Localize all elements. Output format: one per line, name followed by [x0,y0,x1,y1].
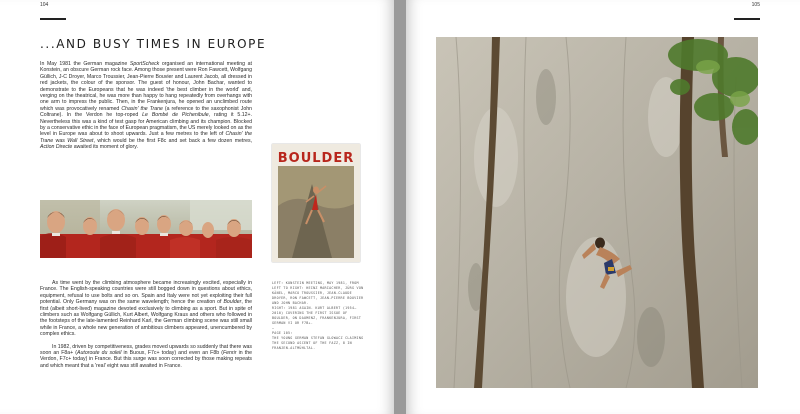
text-run: was [53,137,68,144]
caption-right-photo: RIGHT: 1981 AGAIN. KURT ALBERT (1954–2010) COVERING THE FIRST ISSUE OF BOULDER, ON DAUMENZ, FRANKENJURA, FIRST GERMAN VI OR F7B+. [272,306,362,325]
group-photo [40,200,252,258]
caption-left-photo: LEFT: KONSTEIN MEETING, MAY 1981, FROM LEFT TO RIGHT: HEINZ MARIACHER, JÜRG VON KÄNEL, MARCO TROUSSIER, JEAN-CLAUDE DROYER, RON FAWCETT, JEAN-PIERRE BOUVIER AND JOHN BACHAR. [272,281,364,305]
text-run: , the first (albeit short-lived) magazine devoted exclusively to climbing as a sport. But in spite of climbers such as Wolfgang Güllich, Kurt Albert, Wolfgang Kraus and others who followed in the footsteps of the late-lamented Reinhard Karl, the German climbing scene was still small while in France, a whole new generation of ambitious climbers appeared, unencumbered by complex ethics. [40,299,252,338]
text-run: , rating it 5.12+. Nevertheless this was a kind of test gasp for American climbing and its champion. Blocked by a conservative ethic in the face of European pragmatism, the US merely looked on as the level in Europe was about to shoot upwards. Just a few metres to the left of [40,112,252,138]
text-run: In 1982, driven by competitiveness, grades moved upwards so suddenly that there was soon an F8a+ ( [40,343,252,357]
caption-page-105: THE YOUNG GERMAN STEFAN GLOWACZ CLAIMING THE SECOND ASCENT OF THE FAZZ, 8 IN FRANJEN-ALTMÜHLTAL. [272,336,364,350]
right-page-number: 105 [751,2,760,8]
text-run: (a reference to the saxophonist John Coltrane). In the Verdon he top-roped [40,105,252,119]
text-run: in Buoux, F7c+ today) and even an F8b ( [121,350,223,357]
climber-photo-illustration [436,37,758,388]
climber-photo [436,37,758,388]
caption-dash: — [272,326,275,330]
photo-captions [272,281,364,351]
column-1-text [40,61,252,151]
paragraph-1 [40,61,252,151]
caption-page-ref: PAGE 105: [272,331,293,335]
text-run: awaited its moment of glory. [72,144,138,151]
left-page [0,0,394,414]
text-run-italic: Chasin' the Trane [40,131,253,144]
text-run-italic: Fenrir [222,350,237,357]
left-page-rule [40,18,66,20]
right-page [406,0,800,414]
text-run: In May 1981 the German magazine [40,61,130,67]
text-run: , which would be the first F8c and set back a few dozen metres, [93,137,253,144]
chapter-title: ...AND BUSY TIMES IN EUROPE [40,37,267,51]
magazine-masthead: BOULDER [277,151,355,166]
text-run: organised an international meeting at Konstein, an obscure German rock face. Among those present were Ron Fawcett, Wolfgang Güllich, J-C Droyer, Marco Troussier, Jean-Pierre Bouvier and Laurent Jacob, all dressed in red jackets, the colour of the sponsor. The guest of honour, John Bachar, wanted to demonstrate to the Europeans that he was indeed 'the best climber in the world' and, verging on the theatrical, he was more than happy to hang repeatedly from overhangs with one arm to impress the public. Then, in the Frankenjura, he opened an unclimbed route which was provocatively renamed [40,61,252,112]
magazine-cover [272,144,360,262]
left-page-number: 104 [40,2,49,8]
text-run: in the Verdon, F7c+ today) in France. But this surge was soon corrected by those making repeats and which meant that a 'real' eight was still awaited in France. [40,350,252,369]
text-run: As time went by the climbing atmosphere became increasingly excited, especially in France. The English-speaking countries were still bogged down in questions about ethics, equipment, refusal to use bolts and so on. Spain and Italy were not yet exploiting their full potential. Only Germany was on the same wavelength; hence the creation of [40,280,252,306]
text-run-italic: Boulder [223,299,242,306]
paragraph-3 [40,344,252,370]
text-run-italic: SportScheck [129,61,160,67]
group-photo-illustration [40,200,252,258]
text-run-italic: Chasin' the Trane [121,105,163,112]
column-2-text [40,280,252,369]
text-run-italic: Autoroute du soleil [77,350,122,357]
magazine-cover-illustration [272,144,360,262]
text-run-italic: Le Bombé de Pichenibule [142,112,209,119]
text-run-italic: Action Directe [40,144,73,151]
right-page-rule [734,18,760,20]
paragraph-2 [40,280,252,338]
text-run-italic: Wall Street [67,137,94,144]
